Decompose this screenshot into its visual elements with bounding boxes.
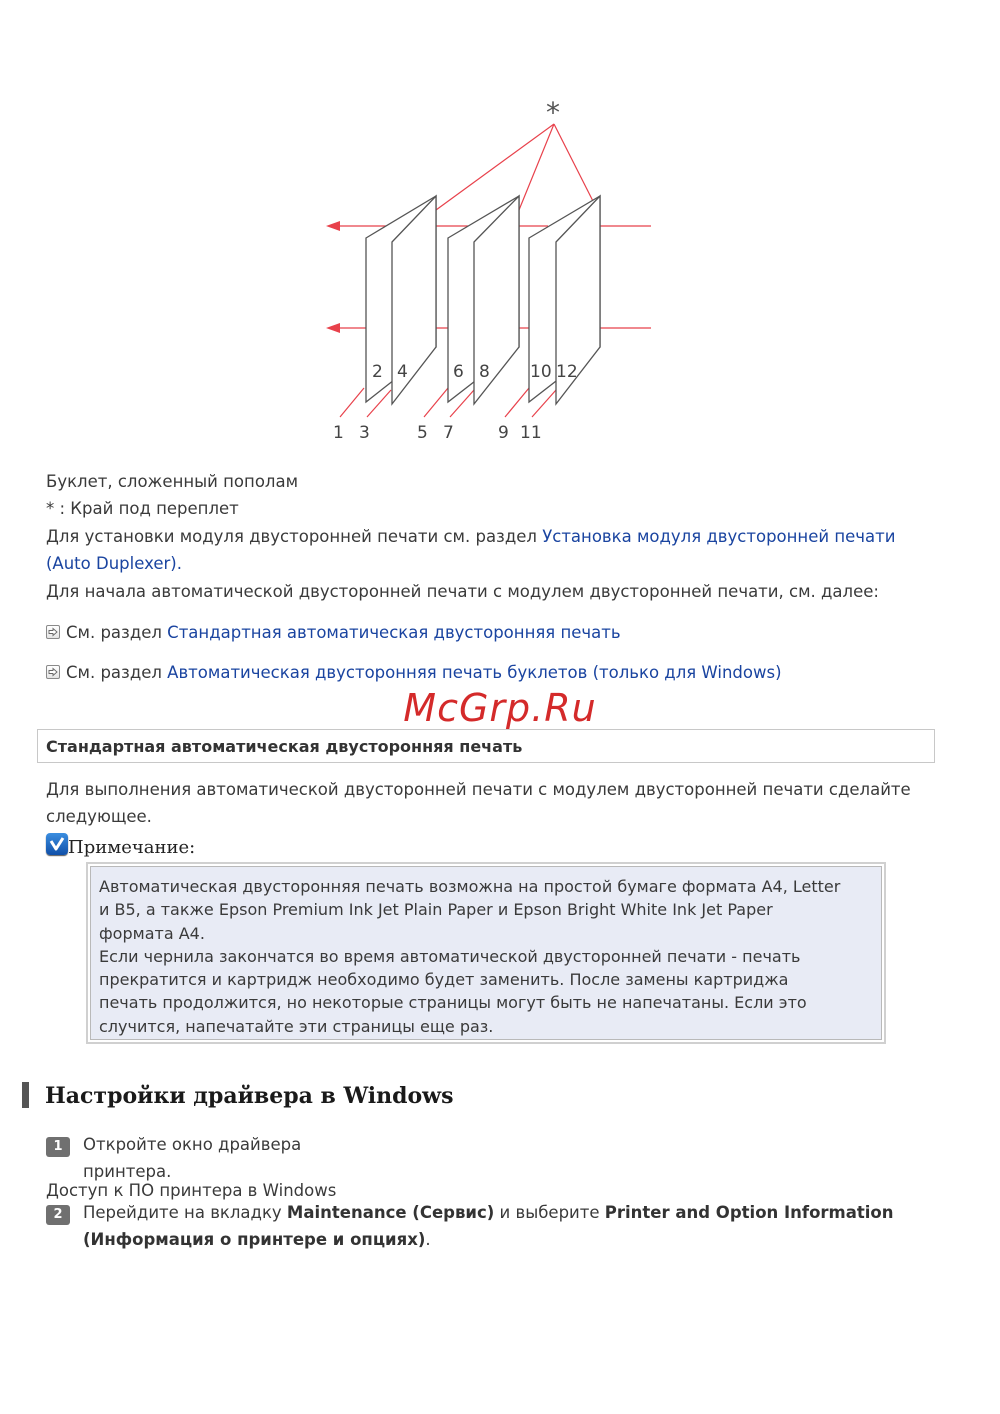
note-checkmark-icon xyxy=(46,833,68,855)
windows-driver-settings-heading xyxy=(22,1082,454,1109)
heading-text: Настройки драйвера в Windows xyxy=(45,1083,454,1109)
note-line: печать продолжится, но некоторые страницы могут быть не напечатаны. Если это xyxy=(99,993,807,1013)
note-line: случится, напечатайте эти страницы еще раз. xyxy=(99,1016,494,1036)
svg-text:1: 1 xyxy=(333,423,344,443)
note-line: Автоматическая двусторонняя печать возможна на простой бумаге формата A4, Letter xyxy=(99,877,841,896)
start-auto-duplex-text: Для начала автоматической двусторонней печати с модулем двусторонней печати, см. далее: xyxy=(46,582,879,601)
note-line: Если чернила закончатся во время автоматической двусторонней печати - печать xyxy=(99,946,801,966)
step-2-text-part: и выберите xyxy=(494,1203,605,1222)
install-duplexer-text xyxy=(46,527,895,547)
install-duplexer-link-cont xyxy=(46,554,182,574)
standard-auto-duplex-link[interactable]: Стандартная автоматическая двусторонняя печать xyxy=(167,623,621,642)
svg-text:3: 3 xyxy=(359,423,370,443)
printer-option-info-label: Printer and Option Information xyxy=(604,1203,894,1222)
diagram-caption: Буклет, сложенный пополам xyxy=(46,472,299,491)
reference-item xyxy=(46,623,621,643)
section-title: Стандартная автоматическая двусторонняя печать xyxy=(46,737,523,756)
svg-text:10: 10 xyxy=(530,362,552,382)
heading-bar-marker xyxy=(22,1082,29,1108)
step-1-line: Откройте окно драйвера xyxy=(83,1135,302,1154)
booklet-diagram-svg xyxy=(300,90,680,450)
cross-reference-arrow-icon xyxy=(46,625,60,639)
step-2-text xyxy=(83,1199,894,1253)
install-duplexer-link[interactable]: Установка модуля двусторонней печати xyxy=(542,527,896,546)
svg-text:11: 11 xyxy=(520,423,542,443)
step-1-line: принтера. xyxy=(83,1162,172,1181)
section-title-box xyxy=(37,729,935,763)
install-duplexer-link-part2[interactable]: (Auto Duplexer). xyxy=(46,554,182,573)
reference-item xyxy=(46,663,782,683)
step-2 xyxy=(46,1203,894,1249)
svg-text:12: 12 xyxy=(556,362,578,382)
step-2-text-part: Перейдите на вкладку xyxy=(83,1203,287,1222)
note-box xyxy=(86,862,886,1044)
printer-software-access-link[interactable]: Доступ к ПО принтера в Windows xyxy=(46,1181,337,1200)
svg-text:*: * xyxy=(546,96,560,129)
printer-option-info-label-ru: (Информация о принтере и опциях) xyxy=(83,1230,426,1249)
step-number-badge: 1 xyxy=(46,1137,70,1157)
note-header xyxy=(46,833,195,858)
step-1-text xyxy=(83,1131,301,1185)
install-prefix: Для установки модуля двусторонней печати см. раздел xyxy=(46,527,543,546)
svg-text:6: 6 xyxy=(453,362,464,382)
svg-text:2: 2 xyxy=(372,362,383,382)
watermark: McGrp.Ru xyxy=(403,686,597,730)
section-intro-line: Для выполнения автоматической двусторонней печати с модулем двусторонней печати сделайте xyxy=(46,780,911,799)
step-2-text-part: . xyxy=(425,1230,431,1249)
reference-prefix: См. раздел xyxy=(66,663,168,682)
booklet-fold-diagram xyxy=(300,90,680,450)
note-title: Примечание: xyxy=(68,837,196,858)
svg-text:5: 5 xyxy=(417,423,428,443)
svg-text:4: 4 xyxy=(397,362,408,382)
svg-text:8: 8 xyxy=(479,362,490,382)
note-line: и B5, а также Epson Premium Ink Jet Plain Paper и Epson Bright White Ink Jet Paper xyxy=(99,900,773,920)
svg-text:9: 9 xyxy=(498,423,509,443)
step-1 xyxy=(46,1135,302,1181)
maintenance-tab-label: Maintenance (Сервис) xyxy=(286,1203,495,1222)
reference-prefix: См. раздел xyxy=(66,623,168,642)
cross-reference-arrow-icon xyxy=(46,665,60,679)
section-intro xyxy=(46,776,946,830)
section-intro-line: следующее. xyxy=(46,807,152,826)
step-number-badge: 2 xyxy=(46,1205,70,1225)
note-line: прекратится и картридж необходимо будет заменить. После замены картриджа xyxy=(99,970,789,990)
note-content xyxy=(90,866,882,1040)
booklet-auto-duplex-link[interactable]: Автоматическая двусторонняя печать буклетов (только для Windows) xyxy=(167,663,782,682)
svg-text:7: 7 xyxy=(443,423,454,443)
note-line: формата A4. xyxy=(99,923,205,943)
binding-edge-legend: * : Край под переплет xyxy=(46,499,239,518)
